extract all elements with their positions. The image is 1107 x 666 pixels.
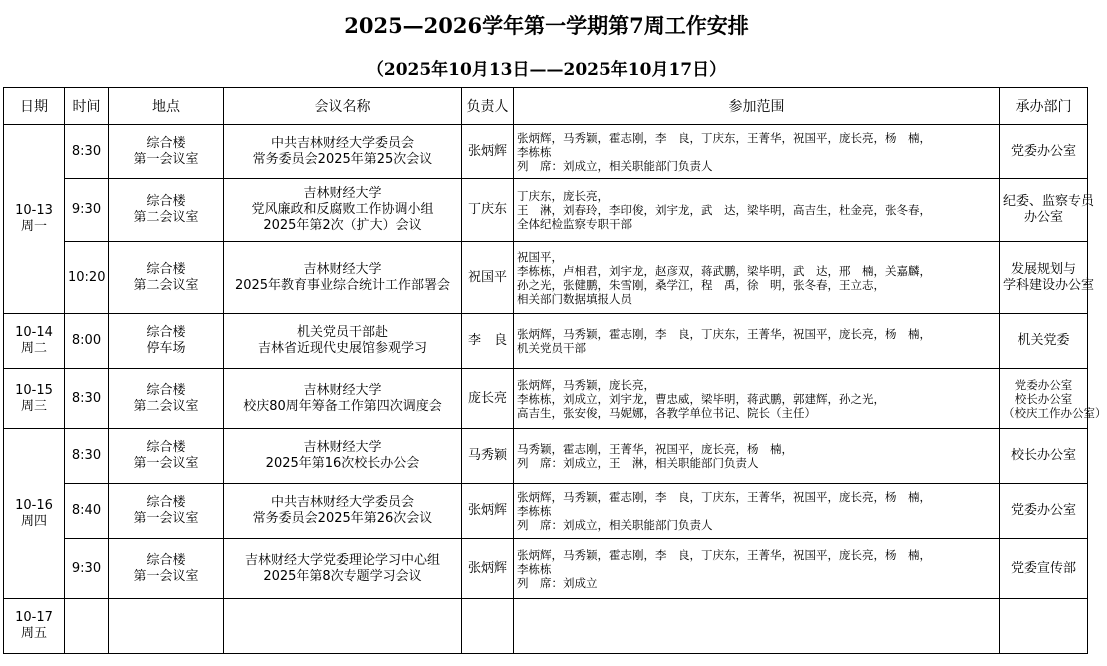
attendees-cell	[514, 125, 1000, 179]
attendees-line: 马秀颖，霍志刚，王菁华，祝国平，庞长亮，杨 楠，	[517, 442, 793, 456]
attendees-line: 张炳辉，马秀颖，霍志刚，李 良，丁庆东，王菁华，祝国平，庞长亮，杨 楠，	[517, 327, 931, 341]
place-line: 综合楼	[146, 440, 186, 455]
meeting-name-line: 党风廉政和反腐败工作协调小组	[251, 202, 434, 217]
meeting-name-line: 中共吉林财经大学委员会	[270, 495, 414, 510]
time-cell: 9:30	[65, 539, 109, 599]
schedule-body	[4, 125, 1107, 654]
date-range-subtitle: （2025年10月13日——2025年10月17日）	[366, 60, 727, 80]
attendees-line: 李栋栋	[517, 561, 552, 576]
day-date: 10-17	[15, 610, 53, 625]
attendees-line: 丁庆东，庞长亮，	[517, 189, 609, 203]
header-meeting: 会议名称	[224, 88, 462, 125]
dept-line: 党委办公室	[1010, 503, 1076, 518]
time-cell: 9:30	[65, 179, 109, 242]
meeting-name-cell	[224, 179, 462, 242]
day-cell	[4, 125, 65, 314]
dept-line: 机关党委	[1017, 333, 1070, 348]
meeting-name-cell	[224, 369, 462, 429]
place-cell	[109, 179, 224, 242]
header-date: 日期	[4, 88, 65, 125]
attendees-cell	[514, 314, 1000, 369]
dept-cell	[1000, 599, 1088, 654]
attendees-line: 张炳辉，马秀颖，霍志刚，李 良，丁庆东，王菁华，祝国平，庞长亮，杨 楠，	[517, 490, 931, 504]
day-cell	[4, 429, 65, 599]
day-cell	[4, 369, 65, 429]
time-cell: 8:30	[65, 369, 109, 429]
dept-cell	[1000, 242, 1095, 314]
leader-cell: 张炳辉	[462, 539, 514, 599]
schedule-table	[3, 87, 1107, 654]
schedule-row	[4, 369, 1088, 429]
meeting-name-cell	[224, 429, 462, 484]
dept-line: 校长办公室	[1014, 391, 1073, 406]
attendees-line: 机关党员干部	[517, 341, 586, 355]
time-cell: 8:30	[65, 429, 109, 484]
header-row	[4, 88, 1088, 125]
place-cell	[109, 314, 224, 369]
place-cell	[109, 484, 224, 539]
place-line: 综合楼	[146, 552, 186, 568]
attendees-line: 王 淋，刘春玲，李印俊，刘宇龙，武 达，梁毕明，高吉生，杜金亮，张冬春，	[517, 203, 931, 217]
schedule-row	[4, 125, 1088, 179]
day-weekday: 周三	[20, 398, 47, 414]
place-cell	[109, 242, 224, 314]
leader-cell: 张炳辉	[462, 484, 514, 539]
place-cell	[109, 599, 224, 654]
day-weekday: 周四	[20, 513, 47, 529]
day-weekday: 周二	[20, 341, 47, 356]
day-date: 10-16	[15, 497, 53, 513]
leader-cell: 庞长亮	[462, 369, 514, 429]
meeting-name-cell	[224, 539, 462, 599]
page-title: 2025—2026学年第一学期第7周工作安排	[344, 13, 749, 38]
place-line: 综合楼	[146, 495, 186, 510]
place-line: 综合楼	[146, 135, 186, 151]
dept-cell	[1000, 179, 1095, 242]
day-date: 10-14	[15, 325, 53, 340]
meeting-name-line: 吉林财经大学党委理论学习中心组	[244, 552, 440, 568]
attendees-line: 张炳辉，马秀颖，霍志刚，李 良，丁庆东，王菁华，祝国平，庞长亮，杨 楠，	[517, 547, 931, 562]
meeting-name-line: 2025年第2次（扩大）会议	[263, 218, 422, 233]
attendees-cell	[514, 242, 1000, 314]
time-cell: 8:30	[65, 125, 109, 179]
meeting-name-line: 机关党员干部赴	[296, 325, 388, 340]
place-line: 综合楼	[146, 261, 186, 277]
meeting-name-line: 吉林省近现代史展馆参观学习	[257, 341, 427, 356]
day-date: 10-15	[15, 382, 53, 398]
meeting-name-line: 常务委员会2025年第26次会议	[252, 511, 433, 526]
day-cell	[4, 599, 65, 654]
attendees-line: 李栋栋，卢相君，刘宇龙，赵彦双，蒋武鹏，梁毕明，武 达，邢 楠，关嘉麟，	[517, 263, 931, 278]
day-date: 10-13	[15, 203, 53, 218]
dept-line: 发展规划与	[1010, 261, 1076, 277]
meeting-name-line: 常务委员会2025年第25次会议	[252, 151, 433, 167]
schedule-row	[4, 314, 1088, 369]
header-place: 地点	[109, 88, 224, 125]
attendees-line: 李栋栋，刘成立，刘宇龙，曹忠威，梁毕明，蒋武鹏，郭建辉，孙之光，	[517, 391, 885, 406]
attendees-line: 列 席：刘成立，王 淋，相关职能部门负责人	[517, 456, 759, 470]
header-leader: 负责人	[462, 88, 514, 125]
header-dept: 承办部门	[1000, 88, 1088, 125]
schedule-row	[4, 484, 1088, 539]
attendees-line: 高吉生，张安俊，马妮娜，各教学单位书记、院长（主任）	[517, 405, 816, 420]
dept-cell	[1000, 125, 1088, 179]
place-line: 第一会议室	[133, 456, 199, 471]
place-line: 综合楼	[146, 382, 186, 398]
meeting-name-line: 吉林财经大学	[303, 261, 382, 277]
attendees-line: 列 席：刘成立，相关职能部门负责人	[517, 158, 713, 173]
place-cell	[109, 125, 224, 179]
day-cell	[4, 314, 65, 369]
leader-cell: 祝国平	[462, 242, 514, 314]
dept-line: 党委办公室	[1010, 143, 1076, 159]
dept-cell	[1000, 314, 1088, 369]
schedule-row	[4, 242, 1088, 314]
meeting-name-cell	[224, 599, 462, 654]
dept-line: （校庆工作办公室）	[1003, 405, 1107, 420]
meeting-name-cell	[224, 484, 462, 539]
place-line: 第二会议室	[133, 277, 199, 293]
place-line: 停车场	[146, 341, 186, 356]
attendees-line: 相关部门数据填报人员	[517, 291, 632, 306]
attendees-line: 李栋栋	[517, 144, 552, 159]
dept-line: 办公室	[1023, 210, 1063, 225]
dept-cell	[1000, 539, 1088, 599]
leader-cell: 李 良	[462, 314, 514, 369]
leader-cell: 张炳辉	[462, 125, 514, 179]
meeting-name-line: 吉林财经大学	[303, 440, 382, 455]
meeting-name-line: 吉林财经大学	[303, 186, 382, 201]
meeting-name-line: 中共吉林财经大学委员会	[270, 135, 414, 151]
meeting-name-line: 吉林财经大学	[303, 382, 382, 398]
meeting-name-line: 2025年第16次校长办公会	[265, 456, 420, 471]
attendees-line: 全体纪检监察专职干部	[517, 217, 632, 231]
place-cell	[109, 369, 224, 429]
leader-cell: 马秀颖	[462, 429, 514, 484]
schedule-row	[4, 539, 1088, 599]
place-cell	[109, 429, 224, 484]
dept-line: 党委办公室	[1014, 377, 1073, 392]
attendees-line: 李栋栋	[517, 504, 552, 518]
attendees-cell	[514, 429, 1000, 484]
day-weekday: 周五	[20, 626, 47, 641]
attendees-cell	[514, 599, 1000, 654]
day-weekday: 周一	[20, 219, 47, 234]
place-line: 第二会议室	[133, 210, 199, 225]
place-line: 第一会议室	[133, 511, 199, 526]
attendees-line: 祝国平，	[517, 249, 563, 264]
attendees-cell	[514, 539, 1000, 599]
meeting-name-cell	[224, 125, 462, 179]
place-line: 第一会议室	[133, 151, 199, 167]
dept-line: 党委宣传部	[1010, 560, 1076, 576]
dept-line: 校长办公室	[1010, 448, 1076, 463]
time-cell: 8:40	[65, 484, 109, 539]
schedule-row	[4, 179, 1088, 242]
dept-cell	[1000, 369, 1107, 429]
attendees-line: 张炳辉，马秀颖，霍志刚，李 良，丁庆东，王菁华，祝国平，庞长亮，杨 楠，	[517, 130, 931, 145]
attendees-cell	[514, 369, 1000, 429]
place-line: 综合楼	[146, 194, 186, 209]
time-cell: 10:20	[65, 242, 109, 314]
meeting-name-line: 校庆80周年筹备工作第四次调度会	[243, 398, 442, 414]
meeting-name-cell	[224, 242, 462, 314]
time-cell	[65, 599, 109, 654]
time-cell: 8:00	[65, 314, 109, 369]
place-line: 第一会议室	[133, 568, 199, 584]
dept-cell	[1000, 429, 1088, 484]
header-attendees: 参加范围	[514, 88, 1000, 125]
dept-line: 学科建设办公室	[1003, 277, 1095, 293]
header-time: 时间	[65, 88, 109, 125]
schedule-row	[4, 599, 1088, 654]
schedule-row	[4, 429, 1088, 484]
place-cell	[109, 539, 224, 599]
place-line: 第二会议室	[133, 398, 199, 414]
leader-cell: 丁庆东	[462, 179, 514, 242]
meeting-name-line: 2025年第8次专题学习会议	[263, 568, 422, 584]
dept-line: 纪委、监察专员	[1003, 194, 1095, 209]
attendees-line: 列 席：刘成立，相关职能部门负责人	[517, 518, 713, 532]
attendees-line: 列 席：刘成立	[517, 575, 598, 590]
attendees-cell	[514, 179, 1000, 242]
leader-cell	[462, 599, 514, 654]
attendees-line: 张炳辉，马秀颖，庞长亮，	[517, 377, 655, 392]
meeting-name-line: 2025年教育事业综合统计工作部署会	[234, 277, 451, 293]
attendees-cell	[514, 484, 1000, 539]
dept-cell	[1000, 484, 1088, 539]
attendees-line: 孙之光，张健鹏，朱雪刚，桑学江，程 禹，徐 明，张冬春，王立志，	[517, 277, 885, 292]
meeting-name-cell	[224, 314, 462, 369]
place-line: 综合楼	[146, 325, 186, 340]
